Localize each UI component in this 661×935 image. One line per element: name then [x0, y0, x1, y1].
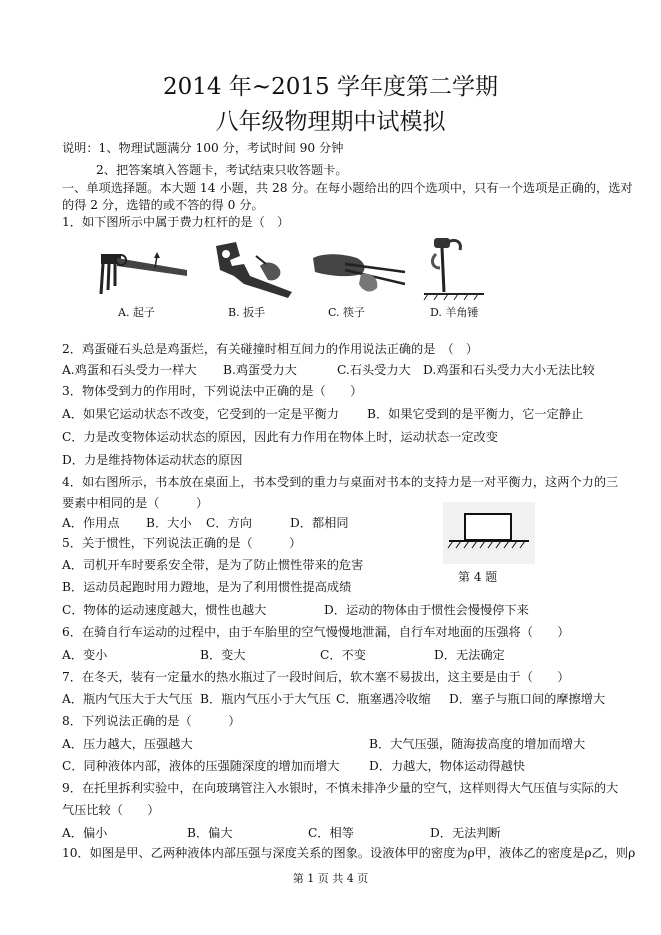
q5-stem: 5．关于惯性，下列说法正确的是（ ）: [62, 536, 302, 550]
claw-hammer-figure: [420, 234, 490, 302]
q5-option-a: A．司机开车时要系安全带，是为了防止惯性带来的危害: [62, 558, 364, 572]
q3-option-a: A．如果它运动状态不改变，它受到的一定是平衡力: [62, 407, 339, 421]
instruction-note-1: 说明：1、物理试题满分 100 分，考试时间 90 分钟: [62, 141, 344, 155]
exam-title-year: 2014 年~2015 学年度第二学期: [163, 74, 498, 100]
q2-option-a: A.鸡蛋和石头受力一样大: [62, 363, 197, 377]
q7-option-c: C．瓶塞遇冷收缩: [336, 692, 431, 706]
q8-option-d: D．力越大，物体运动得越快: [369, 759, 526, 773]
q9-option-a: A．偏小: [62, 826, 108, 840]
q1-figure-label-a: A. 起子: [118, 306, 155, 319]
q4-option-b: B．大小: [146, 516, 192, 530]
instruction-note-2: 2、把答案填入答题卡，考试结束只收答题卡。: [96, 163, 348, 177]
q7-option-b: B．瓶内气压小于大气压: [200, 692, 331, 706]
q8-option-c: C．同种液体内部，液体的压强随深度的增加而增大: [62, 759, 340, 773]
q5-option-b: B．运动员起跑时用力蹬地，是为了利用惯性提高成绩: [62, 580, 352, 594]
q7-option-d: D．塞子与瓶口间的摩擦增大: [449, 692, 606, 706]
q1-stem: 1．如下图所示中属于费力杠杆的是（ ）: [62, 215, 290, 229]
q1-figure-label-b: B. 扳手: [228, 306, 266, 319]
q8-option-a: A．压力越大，压强越大: [62, 737, 193, 751]
q4-figure-caption: 第 4 题: [458, 570, 498, 584]
q6-stem: 6．在骑自行车运动的过程中，由于车胎里的空气慢慢地泄漏，自行车对地面的压强将（ ）: [62, 625, 570, 639]
q9-stem-line-2: 气压比较（ ）: [62, 803, 160, 817]
q6-option-a: A．变小: [62, 648, 108, 662]
q1-figure-label-d: D. 羊角锤: [430, 306, 479, 319]
q10-stem: 10．如图是甲、乙两种液体内部压强与深度关系的图象。设液体甲的密度为ρ甲，液体乙的密度是ρ乙，则ρ: [62, 846, 636, 860]
bottle-opener-figure: [95, 240, 195, 300]
chopsticks-figure: [305, 244, 410, 300]
q1-figure-label-c: C. 筷子: [328, 306, 366, 319]
q4-stem-line-2: 要素中相同的是（ ）: [62, 496, 209, 510]
q8-option-b: B．大气压强，随海拔高度的增加而增大: [369, 737, 586, 751]
q9-option-b: B．偏大: [187, 826, 233, 840]
book-on-table-figure: [443, 502, 535, 564]
q4-stem-line-1: 4．如右图所示，书本放在桌面上，书本受到的重力与桌面对书本的支持力是一对平衡力，这两个力的三: [62, 475, 619, 489]
page-footer: 第 1 页 共 4 页: [292, 872, 369, 885]
wrench-figure: [210, 236, 300, 300]
q3-stem: 3．物体受到力的作用时，下列说法中正确的是（ ）: [62, 384, 363, 398]
q3-option-b: B．如果它受到的是平衡力，它一定静止: [367, 407, 584, 421]
q7-stem: 7．在冬天，装有一定量水的热水瓶过了一段时间后，软木塞不易拔出，这主要是由于（ ）: [62, 670, 570, 684]
q6-option-d: D．无法确定: [434, 648, 505, 662]
q8-stem: 8．下列说法正确的是（ ）: [62, 714, 241, 728]
q2-option-b: B.鸡蛋受力大: [223, 363, 297, 377]
q5-option-d: D．运动的物体由于惯性会慢慢停下来: [324, 603, 529, 617]
q6-option-b: B．变大: [200, 648, 246, 662]
q2-option-c: C.石头受力大: [337, 363, 411, 377]
q5-option-c: C．物体的运动速度越大，惯性也越大: [62, 603, 267, 617]
section-heading-line-2: 的得 2 分，选错的或不答的得 0 分。: [62, 198, 264, 212]
q7-option-a: A．瓶内气压大于大气压: [62, 692, 193, 706]
q3-option-c: C．力是改变物体运动状态的原因，因此有力作用在物体上时，运动状态一定改变: [62, 430, 498, 444]
q2-stem: 2．鸡蛋碰石头总是鸡蛋烂，有关碰撞时相互间力的作用说法正确的是 （ ）: [62, 342, 479, 356]
q3-option-d: D．力是维持物体运动状态的原因: [62, 453, 243, 467]
q9-stem-line-1: 9．在托里拆利实验中，在向玻璃管注入水银时，不慎未排净少量的空气，这样则得大气压值与实际的大: [62, 781, 619, 795]
q4-option-a: A．作用点: [62, 516, 120, 530]
q4-option-d: D．都相同: [290, 516, 349, 530]
section-heading-line-1: 一、单项选择题。本大题 14 小题，共 28 分。在每小题给出的四个选项中，只有一个选项是正确的，选对: [62, 181, 633, 195]
q9-option-d: D．无法判断: [430, 826, 501, 840]
q9-option-c: C．相等: [308, 826, 354, 840]
q4-option-c: C．方向: [206, 516, 252, 530]
q6-option-c: C．不变: [320, 648, 366, 662]
exam-title-subject: 八年级物理期中试模拟: [215, 109, 446, 135]
q2-option-d: D.鸡蛋和石头受力大小无法比较: [423, 363, 595, 377]
